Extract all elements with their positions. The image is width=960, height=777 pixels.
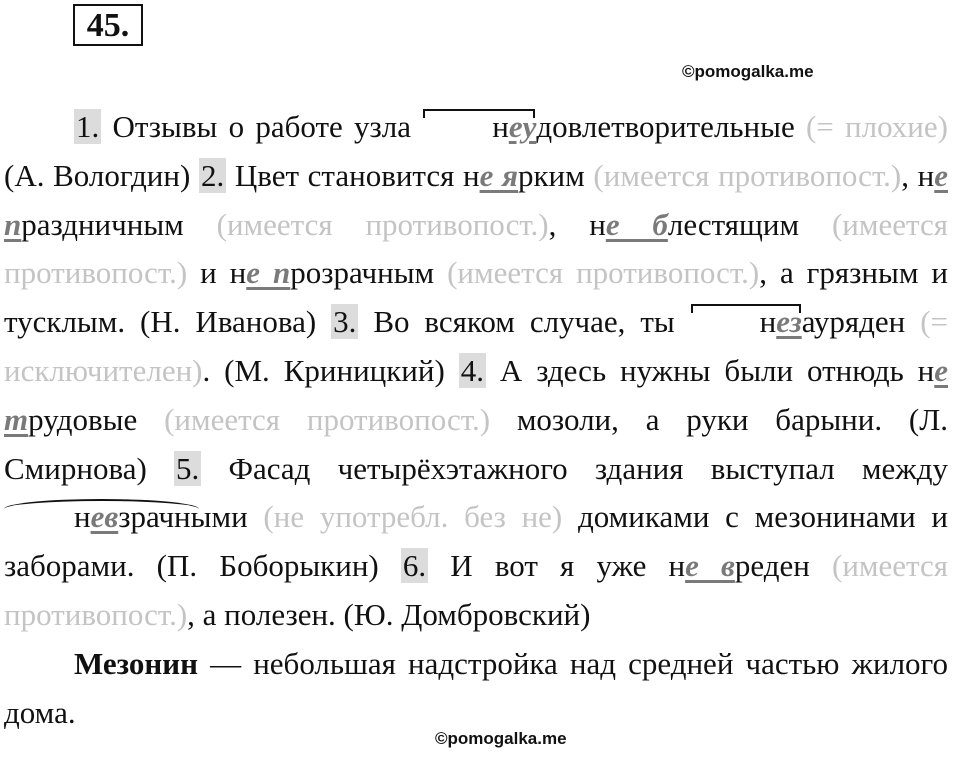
watermark-bottom: ©pomogalka.me	[435, 729, 567, 748]
sentence-number-1: 1.	[76, 109, 100, 144]
prefix-letter: н	[492, 109, 509, 144]
sentence-2-part-9: , а грязным и тусклым. (Н. Иванова)	[4, 255, 948, 340]
sentence-number-4: 4.	[460, 352, 484, 388]
highlight-2a: е я	[479, 157, 518, 193]
task-number: 45.	[73, 4, 143, 46]
note-2a: (имеется противопост.)	[584, 157, 902, 193]
exercise-paragraph	[4, 103, 948, 640]
prefix-mark-3	[690, 298, 802, 347]
highlight-root-5: ев	[90, 499, 119, 535]
sentence-2-part-5: , н	[548, 206, 606, 242]
sentence-4-part-2: рудовые	[28, 401, 138, 437]
root-rest: зрачн	[118, 499, 191, 535]
note-2c: (имеется противопост.)	[4, 206, 948, 291]
highlight-2d: е п	[246, 255, 291, 291]
sentence-number-5: 5.	[176, 450, 200, 486]
watermark-top: ©pomogalka.me	[682, 62, 814, 81]
sentence-1-text: Отзывы о работе узла	[101, 109, 423, 144]
definition-paragraph	[4, 640, 948, 738]
author-5: домиками с мезонинами и заборами. (П. Боборыкин)	[4, 499, 948, 584]
note-6: (имеется противопост.)	[4, 548, 948, 632]
sentence-3-text: Во всяком случае, ты	[358, 304, 690, 340]
note-3: (= исключителен)	[4, 304, 948, 388]
sentence-2-part-2: рким	[518, 157, 585, 193]
sentence-4-part-1: А здесь нужны были отнюдь н	[485, 352, 935, 388]
definition-term: Мезонин	[74, 645, 198, 681]
sentence-6-part-3: , а полезен. (Ю. Домбровский)	[187, 596, 591, 632]
note-4: (имеется противопост.)	[137, 401, 491, 437]
highlight-prefix-3: ез	[776, 304, 802, 340]
sentence-4-part-3: мозоли, а руки барыни. (Л. Смирнова)	[4, 401, 948, 486]
highlight-prefix-1: еу	[508, 109, 537, 144]
sentence-number-2: 2.	[200, 157, 225, 193]
sentence-6-part-1: И вот я уже н	[428, 548, 686, 584]
sentence-2-part-3: , н	[901, 157, 935, 193]
definition-text: — небольшая надстройка над средней частью жилого дома.	[4, 645, 948, 730]
author-1: (А. Вологдин)	[4, 157, 199, 193]
sentence-5-ending: ыми	[190, 499, 248, 535]
highlight-4: е т	[4, 352, 948, 437]
note-2b: (имеется противопост.)	[183, 206, 549, 242]
sentence-6-part-2: реден	[734, 548, 810, 584]
sentence-1-rest: довлетворительные	[536, 109, 795, 144]
highlight-2b: е п	[4, 157, 948, 242]
highlight-2c: е б	[605, 206, 668, 242]
note-1: (= плохие)	[794, 109, 948, 144]
sentence-2-part-1: Цвет становится н	[226, 157, 480, 193]
sentence-number-3: 3.	[333, 304, 357, 340]
sentence-5-text: Фасад четырёхэтажного здания выступал между	[201, 450, 948, 486]
sentence-3-rest: аурядeн	[801, 304, 906, 340]
prefix-mark-1	[422, 103, 536, 152]
sentence-number-6: 6.	[402, 548, 427, 584]
highlight-6: е в	[685, 548, 735, 584]
prefix-letter: н	[759, 304, 777, 340]
root-mark-5	[4, 493, 191, 542]
note-5: (не употребл. без не)	[247, 499, 563, 535]
exercise-text	[4, 103, 948, 737]
sentence-2-part-4: раздничным	[21, 206, 184, 242]
sentence-2-part-8: розрачным	[290, 255, 435, 291]
sentence-2-part-7: и н	[187, 255, 247, 291]
root-letter: н	[74, 499, 91, 535]
author-3: . (М. Криницкий)	[202, 352, 459, 388]
note-2d: (имеется противопост.)	[434, 255, 760, 291]
sentence-2-part-6: лестящим	[667, 206, 800, 242]
